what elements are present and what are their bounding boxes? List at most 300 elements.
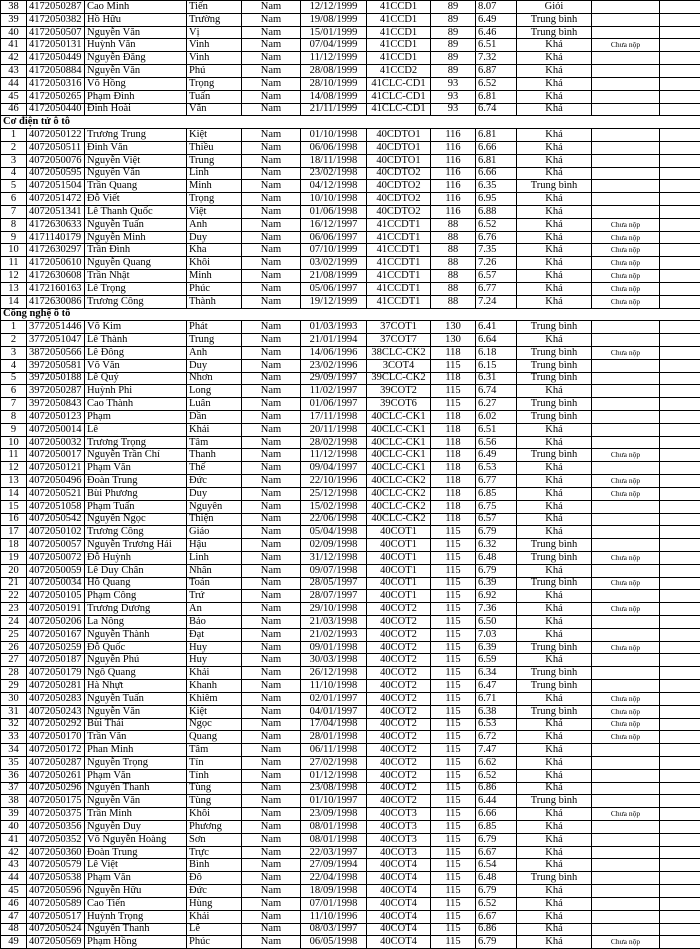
cell-gpa: 6.66 bbox=[476, 808, 517, 821]
cell-birth-date: 07/10/1999 bbox=[301, 244, 367, 257]
cell-credits: 88 bbox=[431, 282, 476, 295]
cell-given-name: Linh bbox=[187, 167, 242, 180]
cell-student-id: 4072050352 bbox=[27, 833, 85, 846]
cell-classification: Khá bbox=[517, 270, 592, 283]
cell-family-name: Nguyễn Trọng bbox=[85, 756, 187, 769]
cell-gpa: 6.77 bbox=[476, 282, 517, 295]
cell-empty bbox=[660, 206, 700, 219]
table-row bbox=[1, 616, 700, 629]
cell-empty bbox=[660, 616, 700, 629]
cell-credits: 115 bbox=[431, 398, 476, 411]
cell-given-name: Kiệt bbox=[187, 705, 242, 718]
cell-family-name: Phạm Đình bbox=[85, 90, 187, 103]
table-row bbox=[1, 577, 700, 590]
cell-empty bbox=[660, 346, 700, 359]
cell-note bbox=[592, 897, 660, 910]
cell-family-name: Trần Văn bbox=[85, 731, 187, 744]
cell-student-id: 4172160163 bbox=[27, 282, 85, 295]
cell-credits: 88 bbox=[431, 270, 476, 283]
cell-given-name: Nhân bbox=[187, 564, 242, 577]
cell-classification: Trung bình bbox=[517, 680, 592, 693]
cell-given-name: Tín bbox=[187, 756, 242, 769]
cell-row-index: 9 bbox=[1, 231, 27, 244]
cell-gender: Nam bbox=[242, 295, 301, 308]
cell-gender: Nam bbox=[242, 334, 301, 347]
cell-student-id: 4072050595 bbox=[27, 167, 85, 180]
cell-family-name: Hà Nhựt bbox=[85, 680, 187, 693]
cell-credits: 115 bbox=[431, 782, 476, 795]
cell-note: Chưa nộp bbox=[592, 551, 660, 564]
cell-credits: 115 bbox=[431, 654, 476, 667]
cell-classification: Giỏi bbox=[517, 1, 592, 14]
cell-student-id: 4072050121 bbox=[27, 462, 85, 475]
cell-student-id: 4072050017 bbox=[27, 449, 85, 462]
cell-birth-date: 09/01/1998 bbox=[301, 641, 367, 654]
cell-gender: Nam bbox=[242, 129, 301, 142]
cell-credits: 115 bbox=[431, 885, 476, 898]
cell-gpa: 6.39 bbox=[476, 577, 517, 590]
cell-class-code: 40COT1 bbox=[367, 539, 431, 552]
cell-credits: 89 bbox=[431, 13, 476, 26]
table-row bbox=[1, 257, 700, 270]
cell-family-name: Bùi Phương bbox=[85, 487, 187, 500]
table-row bbox=[1, 1, 700, 14]
cell-classification: Khá bbox=[517, 385, 592, 398]
cell-note bbox=[592, 52, 660, 65]
cell-family-name: Hồ Hữu bbox=[85, 13, 187, 26]
cell-row-index: 22 bbox=[1, 590, 27, 603]
cell-birth-date: 22/06/1998 bbox=[301, 513, 367, 526]
cell-gpa: 6.31 bbox=[476, 372, 517, 385]
cell-empty bbox=[660, 26, 700, 39]
cell-empty bbox=[660, 154, 700, 167]
cell-gpa: 6.41 bbox=[476, 321, 517, 334]
cell-note: Chưa nộp bbox=[592, 244, 660, 257]
cell-gpa: 7.32 bbox=[476, 52, 517, 65]
cell-birth-date: 12/12/1999 bbox=[301, 1, 367, 14]
cell-empty bbox=[660, 603, 700, 616]
cell-gpa: 6.52 bbox=[476, 77, 517, 90]
cell-birth-date: 15/02/1998 bbox=[301, 500, 367, 513]
cell-birth-date: 10/10/1998 bbox=[301, 193, 367, 206]
cell-class-code: 40COT2 bbox=[367, 641, 431, 654]
cell-note bbox=[592, 500, 660, 513]
table-row bbox=[1, 154, 700, 167]
cell-family-name: Lê Thành bbox=[85, 334, 187, 347]
cell-given-name: Toán bbox=[187, 577, 242, 590]
cell-class-code: 40CLC-CK1 bbox=[367, 449, 431, 462]
cell-empty bbox=[660, 821, 700, 834]
cell-family-name: Huỳnh Trọng bbox=[85, 910, 187, 923]
cell-note bbox=[592, 13, 660, 26]
cell-given-name: Trực bbox=[187, 846, 242, 859]
cell-note bbox=[592, 359, 660, 372]
cell-student-id: 4172050449 bbox=[27, 52, 85, 65]
cell-row-index: 4 bbox=[1, 359, 27, 372]
cell-class-code: 41CCDT1 bbox=[367, 244, 431, 257]
cell-given-name: Anh bbox=[187, 346, 242, 359]
cell-gender: Nam bbox=[242, 526, 301, 539]
cell-row-index: 1 bbox=[1, 321, 27, 334]
cell-gender: Nam bbox=[242, 257, 301, 270]
cell-given-name: Trung bbox=[187, 154, 242, 167]
cell-credits: 115 bbox=[431, 897, 476, 910]
cell-class-code: 40COT2 bbox=[367, 718, 431, 731]
cell-student-id: 4072050034 bbox=[27, 577, 85, 590]
cell-class-code: 41CCD1 bbox=[367, 52, 431, 65]
cell-student-id: 4072050538 bbox=[27, 872, 85, 885]
cell-classification: Khá bbox=[517, 90, 592, 103]
cell-credits: 115 bbox=[431, 769, 476, 782]
cell-given-name: Trọng bbox=[187, 77, 242, 90]
cell-credits: 118 bbox=[431, 500, 476, 513]
cell-empty bbox=[660, 244, 700, 257]
cell-note bbox=[592, 846, 660, 859]
cell-empty bbox=[660, 795, 700, 808]
cell-class-code: 37COT7 bbox=[367, 334, 431, 347]
cell-empty bbox=[660, 475, 700, 488]
cell-classification: Khá bbox=[517, 833, 592, 846]
cell-classification: Trung bình bbox=[517, 398, 592, 411]
cell-row-index: 2 bbox=[1, 334, 27, 347]
cell-gpa: 6.79 bbox=[476, 936, 517, 949]
cell-given-name: Văn bbox=[187, 103, 242, 116]
cell-class-code: 40COT3 bbox=[367, 833, 431, 846]
cell-row-index: 46 bbox=[1, 897, 27, 910]
cell-given-name: Luân bbox=[187, 398, 242, 411]
cell-given-name: Quang bbox=[187, 731, 242, 744]
cell-given-name: Trọng bbox=[187, 193, 242, 206]
cell-gender: Nam bbox=[242, 449, 301, 462]
cell-credits: 115 bbox=[431, 692, 476, 705]
table-row bbox=[1, 872, 700, 885]
cell-row-index: 39 bbox=[1, 13, 27, 26]
cell-gender: Nam bbox=[242, 872, 301, 885]
cell-row-index: 48 bbox=[1, 923, 27, 936]
cell-classification: Khá bbox=[517, 808, 592, 821]
cell-row-index: 30 bbox=[1, 692, 27, 705]
cell-row-index: 16 bbox=[1, 513, 27, 526]
table-row bbox=[1, 321, 700, 334]
cell-credits: 115 bbox=[431, 359, 476, 372]
cell-birth-date: 06/11/1998 bbox=[301, 744, 367, 757]
cell-credits: 115 bbox=[431, 680, 476, 693]
cell-student-id: 4072050281 bbox=[27, 680, 85, 693]
table-row bbox=[1, 359, 700, 372]
cell-note bbox=[592, 590, 660, 603]
cell-gender: Nam bbox=[242, 539, 301, 552]
cell-given-name: Dần bbox=[187, 411, 242, 424]
cell-gpa: 6.81 bbox=[476, 129, 517, 142]
cell-credits: 115 bbox=[431, 795, 476, 808]
cell-credits: 118 bbox=[431, 411, 476, 424]
cell-note bbox=[592, 795, 660, 808]
cell-empty bbox=[660, 654, 700, 667]
cell-student-id: 4072050542 bbox=[27, 513, 85, 526]
cell-given-name: Nhơn bbox=[187, 372, 242, 385]
cell-classification: Trung bình bbox=[517, 26, 592, 39]
cell-classification: Khá bbox=[517, 193, 592, 206]
cell-gpa: 6.52 bbox=[476, 769, 517, 782]
cell-gender: Nam bbox=[242, 936, 301, 949]
cell-family-name: Nguyễn Văn bbox=[85, 167, 187, 180]
cell-gpa: 6.38 bbox=[476, 705, 517, 718]
cell-row-index: 47 bbox=[1, 910, 27, 923]
cell-empty bbox=[660, 193, 700, 206]
cell-family-name: Lê Thanh Quốc bbox=[85, 206, 187, 219]
table-row bbox=[1, 65, 700, 78]
cell-gender: Nam bbox=[242, 77, 301, 90]
table-row bbox=[1, 680, 700, 693]
cell-row-index: 17 bbox=[1, 526, 27, 539]
cell-family-name: Phạm Văn bbox=[85, 462, 187, 475]
cell-credits: 118 bbox=[431, 475, 476, 488]
cell-class-code: 41CCD1 bbox=[367, 13, 431, 26]
cell-student-id: 3972050287 bbox=[27, 385, 85, 398]
cell-note bbox=[592, 833, 660, 846]
cell-gender: Nam bbox=[242, 321, 301, 334]
cell-class-code: 40CLC-CK2 bbox=[367, 500, 431, 513]
cell-birth-date: 22/03/1997 bbox=[301, 846, 367, 859]
cell-gender: Nam bbox=[242, 667, 301, 680]
cell-classification: Khá bbox=[517, 692, 592, 705]
cell-gpa: 6.95 bbox=[476, 193, 517, 206]
cell-birth-date: 02/01/1997 bbox=[301, 692, 367, 705]
table-row bbox=[1, 423, 700, 436]
cell-empty bbox=[660, 218, 700, 231]
cell-family-name: Cao Thành bbox=[85, 398, 187, 411]
cell-family-name: Nguyễn Thanh bbox=[85, 782, 187, 795]
cell-birth-date: 08/01/1998 bbox=[301, 833, 367, 846]
cell-row-index: 38 bbox=[1, 1, 27, 14]
cell-gpa: 6.74 bbox=[476, 103, 517, 116]
cell-birth-date: 23/09/1998 bbox=[301, 808, 367, 821]
cell-birth-date: 25/12/1998 bbox=[301, 487, 367, 500]
cell-empty bbox=[660, 487, 700, 500]
table-row bbox=[1, 769, 700, 782]
cell-row-index: 3 bbox=[1, 154, 27, 167]
cell-credits: 116 bbox=[431, 193, 476, 206]
cell-credits: 118 bbox=[431, 423, 476, 436]
cell-row-index: 41 bbox=[1, 39, 27, 52]
cell-class-code: 40CLC-CK1 bbox=[367, 423, 431, 436]
table-row bbox=[1, 551, 700, 564]
cell-row-index: 2 bbox=[1, 141, 27, 154]
cell-family-name: Nguyễn Trần Chí bbox=[85, 449, 187, 462]
cell-classification: Trung bình bbox=[517, 321, 592, 334]
cell-student-id: 4172050884 bbox=[27, 65, 85, 78]
cell-credits: 118 bbox=[431, 436, 476, 449]
cell-given-name: Hậu bbox=[187, 539, 242, 552]
cell-credits: 89 bbox=[431, 65, 476, 78]
table-row bbox=[1, 167, 700, 180]
cell-family-name: Lê bbox=[85, 423, 187, 436]
cell-birth-date: 09/04/1997 bbox=[301, 462, 367, 475]
cell-given-name: Thế bbox=[187, 462, 242, 475]
cell-empty bbox=[660, 77, 700, 90]
cell-birth-date: 31/12/1998 bbox=[301, 551, 367, 564]
cell-credits: 118 bbox=[431, 513, 476, 526]
cell-note bbox=[592, 77, 660, 90]
cell-classification: Trung bình bbox=[517, 795, 592, 808]
cell-gpa: 6.54 bbox=[476, 859, 517, 872]
cell-gpa: 6.53 bbox=[476, 718, 517, 731]
cell-birth-date: 23/02/1998 bbox=[301, 167, 367, 180]
cell-family-name: Nguyễn Hữu bbox=[85, 885, 187, 898]
cell-empty bbox=[660, 756, 700, 769]
cell-gpa: 6.49 bbox=[476, 449, 517, 462]
cell-given-name: Khanh bbox=[187, 680, 242, 693]
table-row bbox=[1, 411, 700, 424]
cell-classification: Trung bình bbox=[517, 667, 592, 680]
cell-gender: Nam bbox=[242, 577, 301, 590]
cell-given-name: Trường bbox=[187, 13, 242, 26]
cell-class-code: 40COT4 bbox=[367, 897, 431, 910]
cell-empty bbox=[660, 449, 700, 462]
cell-gender: Nam bbox=[242, 206, 301, 219]
table-row bbox=[1, 833, 700, 846]
cell-gpa: 6.48 bbox=[476, 872, 517, 885]
cell-classification: Trung bình bbox=[517, 872, 592, 885]
cell-classification: Khá bbox=[517, 218, 592, 231]
cell-gpa: 6.32 bbox=[476, 539, 517, 552]
cell-family-name: Phan Minh bbox=[85, 744, 187, 757]
cell-credits: 89 bbox=[431, 52, 476, 65]
cell-gpa: 6.85 bbox=[476, 487, 517, 500]
cell-row-index: 40 bbox=[1, 26, 27, 39]
cell-birth-date: 01/12/1998 bbox=[301, 769, 367, 782]
cell-note bbox=[592, 167, 660, 180]
cell-family-name: Trương Trung bbox=[85, 129, 187, 142]
table-row bbox=[1, 667, 700, 680]
cell-note bbox=[592, 513, 660, 526]
cell-note bbox=[592, 885, 660, 898]
cell-gpa: 6.71 bbox=[476, 692, 517, 705]
cell-class-code: 40COT2 bbox=[367, 782, 431, 795]
cell-birth-date: 14/06/1996 bbox=[301, 346, 367, 359]
cell-gpa: 6.49 bbox=[476, 13, 517, 26]
cell-credits: 93 bbox=[431, 103, 476, 116]
cell-student-id: 4072050206 bbox=[27, 616, 85, 629]
cell-gender: Nam bbox=[242, 821, 301, 834]
cell-classification: Trung bình bbox=[517, 705, 592, 718]
cell-student-id: 4072050191 bbox=[27, 603, 85, 616]
cell-class-code: 40COT2 bbox=[367, 692, 431, 705]
cell-gender: Nam bbox=[242, 385, 301, 398]
cell-gpa: 6.53 bbox=[476, 462, 517, 475]
cell-birth-date: 05/06/1997 bbox=[301, 282, 367, 295]
cell-empty bbox=[660, 372, 700, 385]
table-row bbox=[1, 513, 700, 526]
cell-classification: Khá bbox=[517, 244, 592, 257]
cell-family-name: Lê Quý bbox=[85, 372, 187, 385]
cell-gpa: 6.77 bbox=[476, 475, 517, 488]
cell-empty bbox=[660, 923, 700, 936]
cell-row-index: 4 bbox=[1, 167, 27, 180]
cell-note bbox=[592, 65, 660, 78]
cell-class-code: 40CDTO2 bbox=[367, 167, 431, 180]
cell-note: Chưa nộp bbox=[592, 475, 660, 488]
cell-class-code: 41CCD1 bbox=[367, 26, 431, 39]
cell-gpa: 6.27 bbox=[476, 398, 517, 411]
table-row bbox=[1, 936, 700, 949]
cell-note: Chưa nộp bbox=[592, 270, 660, 283]
cell-classification: Trung bình bbox=[517, 539, 592, 552]
cell-birth-date: 11/12/1999 bbox=[301, 52, 367, 65]
cell-given-name: Duy bbox=[187, 359, 242, 372]
cell-credits: 115 bbox=[431, 846, 476, 859]
cell-note: Chưa nộp bbox=[592, 692, 660, 705]
cell-classification: Khá bbox=[517, 910, 592, 923]
table-row bbox=[1, 39, 700, 52]
cell-note bbox=[592, 206, 660, 219]
cell-student-id: 4072051058 bbox=[27, 500, 85, 513]
cell-birth-date: 14/08/1999 bbox=[301, 90, 367, 103]
cell-credits: 118 bbox=[431, 346, 476, 359]
cell-empty bbox=[660, 782, 700, 795]
cell-family-name: Đoàn Trung bbox=[85, 475, 187, 488]
cell-note bbox=[592, 872, 660, 885]
table-row bbox=[1, 897, 700, 910]
cell-student-id: 4072050375 bbox=[27, 808, 85, 821]
cell-note bbox=[592, 129, 660, 142]
cell-gpa: 7.47 bbox=[476, 744, 517, 757]
cell-credits: 115 bbox=[431, 590, 476, 603]
cell-empty bbox=[660, 513, 700, 526]
cell-given-name: Kiệt bbox=[187, 129, 242, 142]
cell-note bbox=[592, 910, 660, 923]
cell-empty bbox=[660, 936, 700, 949]
cell-note: Chưa nộp bbox=[592, 705, 660, 718]
cell-gender: Nam bbox=[242, 603, 301, 616]
cell-family-name: Cao Minh bbox=[85, 1, 187, 14]
cell-student-id: 4172630633 bbox=[27, 218, 85, 231]
cell-empty bbox=[660, 897, 700, 910]
cell-row-index: 18 bbox=[1, 539, 27, 552]
cell-credits: 115 bbox=[431, 756, 476, 769]
cell-empty bbox=[660, 270, 700, 283]
cell-class-code: 41CCD2 bbox=[367, 65, 431, 78]
cell-given-name: Phát bbox=[187, 321, 242, 334]
cell-gender: Nam bbox=[242, 590, 301, 603]
cell-note bbox=[592, 1, 660, 14]
cell-empty bbox=[660, 692, 700, 705]
cell-birth-date: 06/06/1997 bbox=[301, 231, 367, 244]
cell-empty bbox=[660, 872, 700, 885]
cell-credits: 115 bbox=[431, 821, 476, 834]
cell-gender: Nam bbox=[242, 718, 301, 731]
cell-given-name: Khôi bbox=[187, 257, 242, 270]
cell-gpa: 7.24 bbox=[476, 295, 517, 308]
cell-family-name: Nguyễn Thanh bbox=[85, 923, 187, 936]
cell-given-name: Thiện bbox=[187, 513, 242, 526]
cell-student-id: 4072050524 bbox=[27, 923, 85, 936]
cell-student-id: 4072050569 bbox=[27, 936, 85, 949]
cell-note: Chưa nộp bbox=[592, 282, 660, 295]
cell-class-code: 41CLC-CD1 bbox=[367, 103, 431, 116]
table-body bbox=[1, 1, 700, 949]
cell-classification: Khá bbox=[517, 39, 592, 52]
table-row bbox=[1, 462, 700, 475]
cell-row-index: 5 bbox=[1, 180, 27, 193]
cell-class-code: 40COT4 bbox=[367, 910, 431, 923]
cell-classification: Khá bbox=[517, 769, 592, 782]
cell-credits: 116 bbox=[431, 129, 476, 142]
cell-gender: Nam bbox=[242, 756, 301, 769]
cell-class-code: 40CLC-CK2 bbox=[367, 475, 431, 488]
cell-classification: Trung bình bbox=[517, 180, 592, 193]
cell-gender: Nam bbox=[242, 141, 301, 154]
